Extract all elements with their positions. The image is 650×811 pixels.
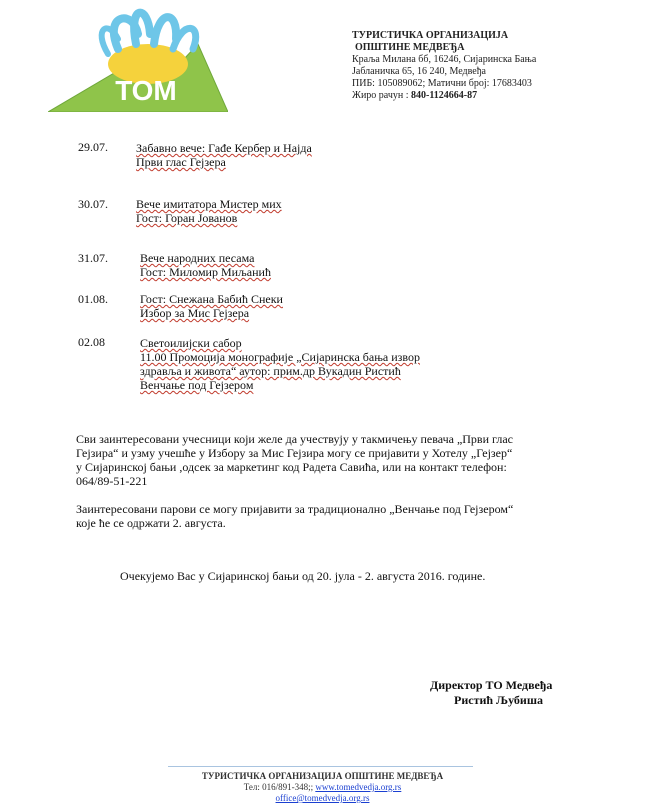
org-name-line2: ОПШТИНЕ МЕДВЕЂА xyxy=(355,42,465,53)
event-details xyxy=(140,292,283,320)
footer xyxy=(200,771,445,804)
account-label: Жиро рачун : xyxy=(352,90,412,101)
event-line: Вече имитатора Мистер мих xyxy=(136,197,282,211)
account-value: 840-1124664-87 xyxy=(411,90,478,101)
closing-line: Очекујемо Вас у Сијаринској бањи од 20. јула - 2. августа 2016. године. xyxy=(120,569,486,583)
paragraph-line: 064/89-51-221 xyxy=(76,474,148,488)
org-address-1: Краља Милана бб, 16246, Сијаринска Бања xyxy=(352,54,537,65)
signature-name: Ристић Љубиша xyxy=(454,693,543,707)
event-line: Светоилијски сабор xyxy=(140,336,242,350)
footer-divider xyxy=(168,766,473,767)
event-line: Избор за Мис Гејзера xyxy=(140,306,250,320)
event-details xyxy=(140,336,420,392)
paragraph-line: Заинтересовани парови се могу пријавити за традиционално „Венчање под Гејзером“ xyxy=(76,502,514,516)
footer-org: ТУРИСТИЧКА ОРГАНИЗАЦИЈА ОПШТИНЕ МЕДВЕЂА xyxy=(201,771,444,781)
logo-text: ТОМ xyxy=(115,75,177,106)
org-account xyxy=(352,90,536,102)
event-line: Први глас Гејзера xyxy=(136,155,226,169)
event-date: 30.07. xyxy=(78,197,108,211)
org-header xyxy=(352,30,536,102)
event-date: 01.08. xyxy=(78,292,108,306)
paragraph-line: Сви заинтересовани учесници који желе да учествују у такмичењу певача „Први глас xyxy=(76,432,513,446)
event-details xyxy=(140,251,271,279)
event-line: Забавно вече: Гаđе Кербер и Најда xyxy=(136,141,312,155)
org-address-2: Јабланичка 65, 16 240, Медвеђа xyxy=(352,66,486,77)
org-pib: ПИБ: 105089062; Матични број: 17683403 xyxy=(352,78,532,89)
event-date: 29.07. xyxy=(78,140,108,154)
paragraph-line: које ће се одржати 2. августа. xyxy=(76,516,226,530)
event-date: 31.07. xyxy=(78,251,108,265)
org-name-line1: ТУРИСТИЧКА ОРГАНИЗАЦИЈА xyxy=(352,30,509,41)
paragraph-line: Гејзира“ и узму учешће у Избору за Мис Гејзира могу се пријавити у Хотелу „Гејзер“ xyxy=(76,446,513,460)
event-line: 11.00 Промоција монографије „Сијаринска бања извор xyxy=(140,350,420,364)
event-date: 02.08 xyxy=(78,335,105,349)
event-line: Вече народних песама xyxy=(140,251,255,265)
wedding-paragraph xyxy=(76,502,596,530)
email-link[interactable]: office@tomedvedja.org.rs xyxy=(275,793,370,803)
event-line: Венчање под Гејзером xyxy=(140,378,254,392)
tom-logo xyxy=(48,4,228,112)
signature-block xyxy=(430,678,552,708)
paragraph-line: у Сијаринској бањи ,одсек за маркетинг код Радета Савића, или на контакт телефон: xyxy=(76,460,507,474)
event-line: Гост: Горан Јованов xyxy=(136,211,238,225)
event-details xyxy=(136,197,282,225)
footer-tel: Тел: 016/891-348;; xyxy=(243,782,316,792)
event-details xyxy=(136,141,312,169)
footer-contact xyxy=(200,782,445,793)
event-line: Гост: Миломир Миљанић xyxy=(140,265,271,279)
event-line: здравља и живота“ аутор: прим.др Вукадин Ристић xyxy=(140,364,401,378)
registration-paragraph xyxy=(76,432,596,488)
website-link[interactable]: www.tomedvedja.org.rs xyxy=(315,782,402,792)
signature-title: Директор ТО Медвеђа xyxy=(430,678,553,692)
event-line: Гост: Снежана Бабић Снеки xyxy=(140,292,283,306)
